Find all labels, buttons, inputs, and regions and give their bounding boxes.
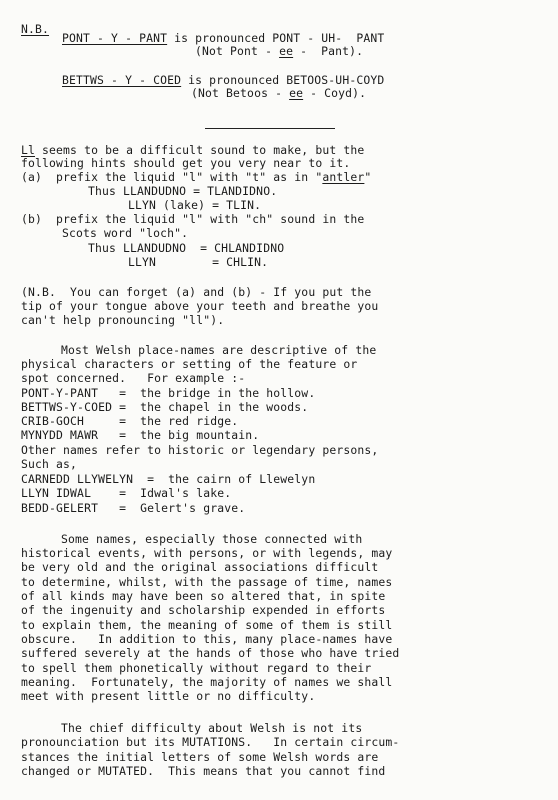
nb2-line: (N.B. You can forget (a) and (b) - If you put the: [21, 285, 372, 299]
para-chief-line: The chief difficulty about Welsh is not its: [61, 721, 363, 735]
pron1-sub-pre: (Not Pont -: [195, 44, 280, 58]
places-intro-line: physical characters or setting of the feature or: [21, 357, 358, 371]
pron2-sub-ee: ee: [289, 86, 304, 100]
para-some-line: be very old and the original associations difficult: [21, 560, 379, 574]
pron1-sub-ee: ee: [279, 44, 294, 58]
places-other-line: Other names refer to historic or legendary persons,: [21, 443, 379, 457]
ll-line-3-text: (a) prefix the liquid "l" with "t" as in ": [21, 170, 323, 184]
ll-line-9: LLYN = CHLIN.: [128, 255, 269, 269]
place-entry: BEDD-GELERT = Gelert's grave.: [21, 501, 246, 515]
ll-antler: antler: [322, 170, 365, 184]
ll-line-8: Thus LLANDUDNO = CHLANDIDNO: [88, 241, 285, 255]
section-divider: [205, 128, 335, 129]
para-chief-line: changed or MUTATED. This means that you cannot find: [21, 764, 386, 778]
pron1-word: PONT - Y - PANT: [62, 31, 168, 45]
ll-line-6: (b) prefix the liquid "l" with "ch" sound in the: [21, 212, 365, 226]
pron1-line: [62, 31, 384, 45]
places-other-line: Such as,: [21, 457, 78, 471]
ll-word: Ll: [21, 143, 36, 157]
nb-heading: N.B.: [21, 22, 50, 36]
ll-line-7: Scots word "loch".: [62, 226, 189, 240]
ll-line-1: [21, 143, 364, 157]
para-some-line: to explain them, the meaning of some of them is still: [21, 618, 393, 632]
para-some-line: obscure. In addition to this, many place-names have: [21, 632, 393, 646]
place-entry: MYNYDD MAWR = the big mountain.: [21, 428, 260, 442]
para-chief-line: stances the initial letters of some Welsh words are: [21, 750, 379, 764]
pron2-sub: [191, 86, 366, 100]
place-entry: CRIB-GOCH = the red ridge.: [21, 414, 239, 428]
para-some-line: Some names, especially those connected with: [61, 532, 363, 546]
place-entry: CARNEDD LLYWELYN = the cairn of Llewelyn: [21, 472, 316, 486]
para-some-line: meet with present little or no difficulty.: [21, 689, 316, 703]
places-intro-line: Most Welsh place-names are descriptive of the: [61, 343, 377, 357]
ll-line-3: [21, 170, 371, 184]
ll-line-1-rest: seems to be a difficult sound to make, but the: [35, 143, 365, 157]
pron2-sub-pre: (Not Betoos -: [191, 86, 290, 100]
ll-line-3-end: ": [364, 170, 372, 184]
ll-line-5: LLYN (lake) = TLIN.: [128, 198, 262, 212]
ll-line-2: following hints should get you very near to it.: [21, 156, 351, 170]
place-entry: BETTWS-Y-COED = the chapel in the woods.: [21, 400, 309, 414]
nb2-line: tip of your tongue above your teeth and breathe you: [21, 299, 379, 313]
pron2-word: BETTWS - Y - COED: [62, 73, 182, 87]
pron2-text: is pronounced BETOOS-UH-COYD: [181, 73, 385, 87]
para-chief-line: pronounciation but its MUTATIONS. In certain circum-: [21, 735, 400, 749]
place-entry: PONT-Y-PANT = the bridge in the hollow.: [21, 386, 316, 400]
place-entry: LLYN IDWAL = Idwal's lake.: [21, 486, 232, 500]
para-some-line: suffered severely at the hands of those who have tried: [21, 646, 400, 660]
nb2-line: can't help pronouncing "ll").: [21, 313, 225, 327]
pron2-line: [62, 73, 384, 87]
para-some-line: of all kinds may have been so altered that, in spite: [21, 589, 386, 603]
para-some-line: meaning. Fortunately, the majority of names we shall: [21, 675, 393, 689]
pron1-sub-post: - Pant).: [293, 44, 364, 58]
places-intro-line: spot concerned. For example :-: [21, 371, 246, 385]
pron2-sub-post: - Coyd).: [303, 86, 367, 100]
pron1-sub: [195, 44, 363, 58]
ll-line-4: Thus LLANDUDNO = TLANDIDNO.: [88, 184, 278, 198]
para-some-line: to determine, whilst, with the passage of time, names: [21, 575, 393, 589]
para-some-line: historical events, with persons, or with legends, may: [21, 546, 393, 560]
pron1-text: is pronounced PONT - UH- PANT: [167, 31, 385, 45]
para-some-line: to spell them phonetically without regard to their: [21, 661, 372, 675]
para-some-line: of the ingenuity and scholarship expended in efforts: [21, 603, 386, 617]
